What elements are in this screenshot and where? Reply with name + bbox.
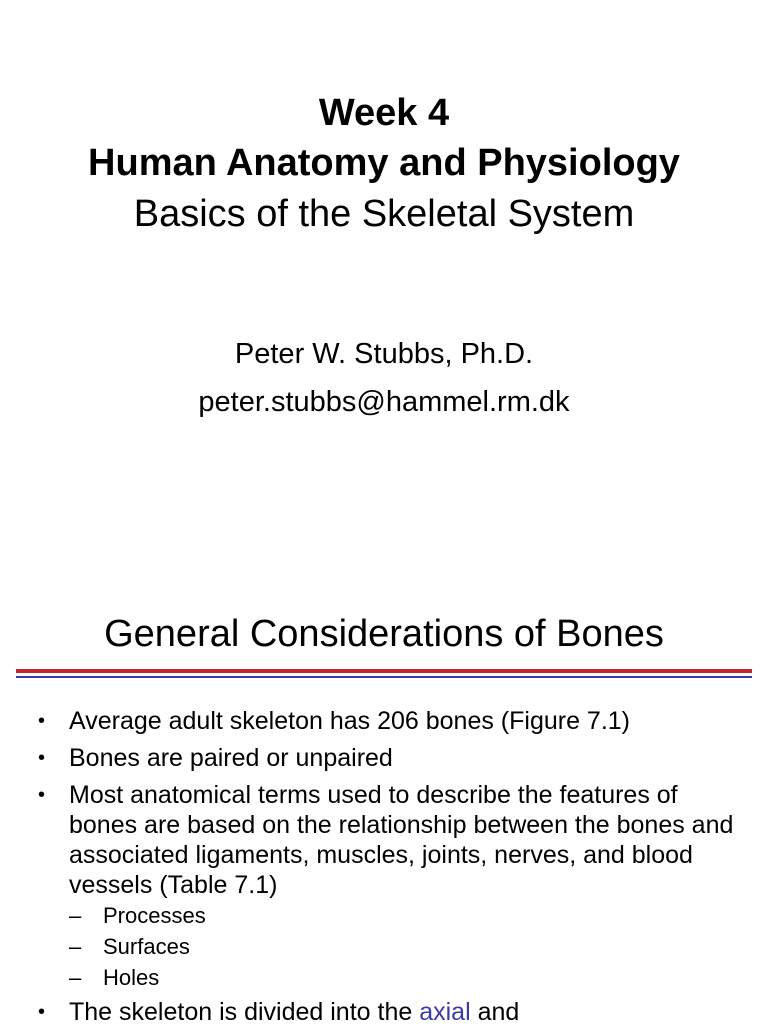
- bullet-dot-icon: •: [38, 1001, 46, 1023]
- bullet-item: [36, 780, 736, 993]
- axial-highlight: axial: [419, 998, 471, 1026]
- sub-bullet-text: Surfaces: [103, 934, 190, 959]
- bullet-item: [36, 706, 736, 736]
- content-slide-title: General Considerations of Bones: [104, 613, 664, 655]
- bullet-text-before: The skeleton is divided into the: [69, 998, 420, 1026]
- title-rule-red: [16, 669, 752, 673]
- dash-icon: –: [69, 965, 82, 990]
- bullet-item: [36, 997, 736, 1027]
- dash-icon: –: [69, 934, 82, 959]
- author-email: peter.stubbs@hammel.rm.dk: [198, 386, 570, 418]
- dash-icon: –: [69, 903, 82, 928]
- sub-bullet-item: [69, 962, 736, 993]
- content-slide: [0, 576, 768, 1024]
- bullet-item: [36, 743, 736, 773]
- bullet-dot-icon: •: [38, 747, 46, 769]
- title-block: [0, 88, 768, 240]
- sub-bullet-text: Holes: [103, 965, 160, 990]
- bullet-text: Average adult skeleton has 206 bones (Figure 7.1): [69, 707, 631, 735]
- title-rule-blue: [16, 676, 752, 678]
- author-name: Peter W. Stubbs, Ph.D.: [234, 338, 534, 370]
- slide-title-week: Week 4: [318, 92, 450, 134]
- sub-bullet-item: [69, 900, 736, 931]
- bullet-text-after: and: [470, 998, 520, 1026]
- author-block: [0, 330, 768, 426]
- bullet-dot-icon: •: [38, 710, 46, 732]
- bullet-list: [36, 706, 736, 1034]
- sub-bullet-list: [69, 900, 736, 993]
- bullet-text: Most anatomical terms used to describe the features of bones are based on the relationship between the bones and associated ligaments, muscles, joints, nerves, and blood vessels (Table 7.1): [69, 781, 734, 899]
- sub-bullet-text: Processes: [103, 903, 206, 928]
- sub-bullet-item: [69, 931, 736, 962]
- bullet-dot-icon: •: [38, 784, 46, 806]
- slide-title-course: Human Anatomy and Physiology: [88, 142, 680, 184]
- bullet-text: Bones are paired or unpaired: [69, 744, 393, 772]
- slide-subtitle: Basics of the Skeletal System: [133, 193, 635, 235]
